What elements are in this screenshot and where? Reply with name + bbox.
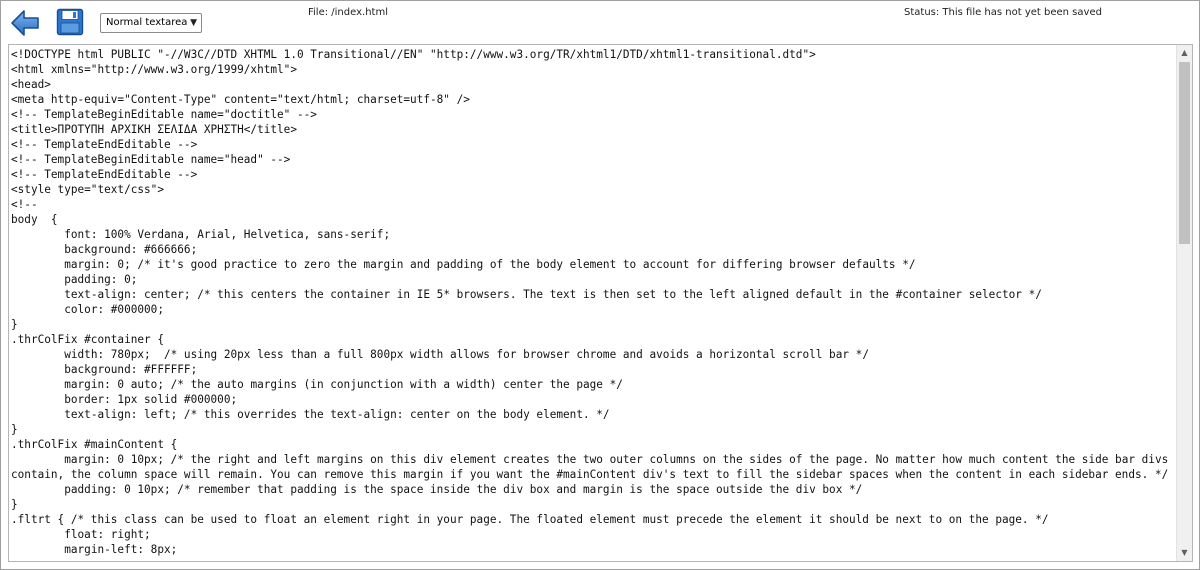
code-line: <html xmlns="http://www.w3.org/1999/xhtml"> bbox=[11, 63, 297, 76]
chevron-down-icon: ▼ bbox=[190, 18, 197, 28]
code-line: <!-- TemplateEndEditable --> bbox=[11, 138, 198, 151]
editor-mode-selected: Normal textarea bbox=[106, 17, 188, 28]
code-line: <style type="text/css"> bbox=[11, 183, 164, 196]
floppy-disk-icon bbox=[56, 8, 84, 36]
code-line: border: 1px solid #000000; bbox=[11, 393, 238, 406]
code-line: .thrColFix #container { bbox=[11, 333, 164, 346]
code-line: text-align: left; /* this overrides the text-align: center on the body element. */ bbox=[11, 408, 610, 421]
vertical-scrollbar[interactable] bbox=[1176, 45, 1192, 561]
code-line: background: #666666; bbox=[11, 243, 198, 256]
code-line: margin: 0 auto; /* the auto margins (in conjunction with a width) center the page */ bbox=[11, 378, 623, 391]
code-line: <title>ΠΡΟΤΥΠΗ ΑΡΧΙΚΗ ΣΕΛΙΔΑ ΧΡΗΣΤΗ</title> bbox=[11, 123, 297, 136]
code-line: text-align: center; /* this centers the container in IE 5* browsers. The text is then set to the left aligned default in the #container selector */ bbox=[11, 288, 1042, 301]
code-line: <head> bbox=[11, 78, 51, 91]
code-line: } bbox=[11, 423, 18, 436]
code-line: font: 100% Verdana, Arial, Helvetica, sans-serif; bbox=[11, 228, 391, 241]
code-line: body { bbox=[11, 213, 58, 226]
code-line: } bbox=[11, 498, 18, 511]
save-button[interactable] bbox=[56, 8, 84, 36]
scrollbar-thumb[interactable] bbox=[1179, 62, 1190, 244]
code-line: padding: 0; bbox=[11, 273, 138, 286]
save-status-label: Status: This file has not yet been saved bbox=[904, 7, 1102, 18]
code-line: float: right; bbox=[11, 528, 151, 541]
code-content[interactable] bbox=[11, 47, 1173, 559]
toolbar bbox=[1, 1, 1199, 43]
code-line: margin: 0; /* it's good practice to zero the margin and padding of the body element to account for differing browser defaults */ bbox=[11, 258, 916, 271]
editor-mode-select[interactable] bbox=[100, 13, 202, 33]
back-arrow-icon bbox=[10, 8, 40, 38]
code-line: width: 780px; /* using 20px less than a full 800px width allows for browser chrome and avoids a horizontal scroll bar */ bbox=[11, 348, 869, 361]
code-line: } bbox=[11, 318, 18, 331]
code-line: <!-- TemplateBeginEditable name="doctitle" --> bbox=[11, 108, 317, 121]
code-line: .thrColFix #mainContent { bbox=[11, 438, 178, 451]
code-line: color: #000000; bbox=[11, 303, 164, 316]
code-line: margin-left: 8px; bbox=[11, 543, 178, 556]
code-line: <!-- TemplateEndEditable --> bbox=[11, 168, 198, 181]
code-line: <!DOCTYPE html PUBLIC "-//W3C//DTD XHTML 1.0 Transitional//EN" "http://www.w3.org/TR/xhtml1/DTD/xhtml1-transitional.dtd"> bbox=[11, 48, 816, 61]
code-textarea[interactable] bbox=[8, 44, 1193, 562]
code-line: .fltrt { /* this class can be used to float an element right in your page. The floated element must precede the element it should be next to on the page. */ bbox=[11, 513, 1049, 526]
file-path-label: File: /index.html bbox=[308, 7, 388, 18]
code-line: padding: 0 10px; /* remember that padding is the space inside the div box and margin is the space outside the div box */ bbox=[11, 483, 863, 496]
code-line: margin: 0 10px; /* the right and left margins on this div element creates the two outer columns on the sides of the page. No matter how much content the side bar divs contain, the column space will remain. You can remove this margin if you want the #mainContent div's text to fill the sidebar spaces when the content in each sidebar ends. */ bbox=[11, 453, 1175, 481]
code-line: <meta http-equiv="Content-Type" content="text/html; charset=utf-8" /> bbox=[11, 93, 470, 106]
scroll-down-arrow-icon[interactable]: ▼ bbox=[1181, 548, 1188, 557]
code-line: <!-- bbox=[11, 198, 38, 211]
code-line: background: #FFFFFF; bbox=[11, 363, 198, 376]
scroll-up-arrow-icon[interactable]: ▲ bbox=[1181, 48, 1188, 57]
code-line: <!-- TemplateBeginEditable name="head" --> bbox=[11, 153, 291, 166]
back-button[interactable] bbox=[10, 8, 40, 38]
